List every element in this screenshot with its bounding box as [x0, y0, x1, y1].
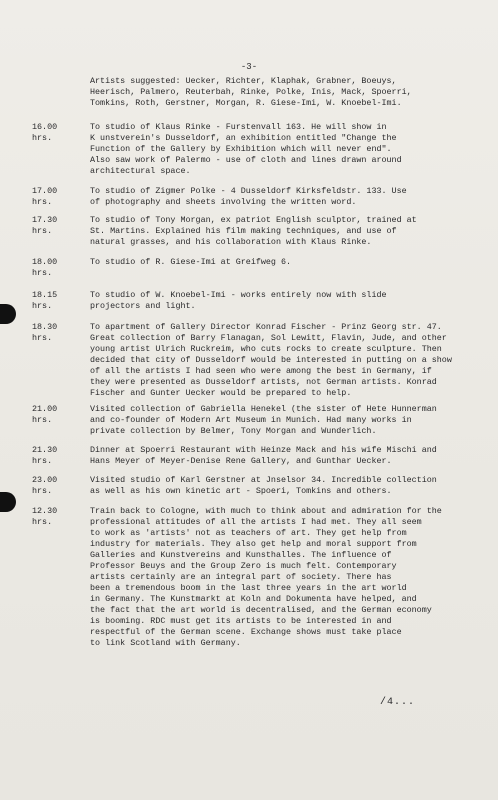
entry-text: To studio of Zigmer Polke - 4 Dusseldorf Kirksfeldstr. 133. Use of photography and sheets involving the written word.	[90, 186, 407, 207]
entry-time: 18.30 hrs.	[32, 322, 58, 343]
artists-suggested-paragraph: Artists suggested: Uecker, Richter, Klaphak, Grabner, Boeuys, Heerisch, Palmero, Reuterbah, Rinke, Polke, Inis, Mack, Spoerri, Tomkins, Roth, Gerstner, Morgan, R. Giese-Imi, W. Knoebel-Imi.	[90, 76, 412, 108]
entry-text: Dinner at Spoerri Restaurant with Heinze Mack and his wife Mischi and Hans Meyer of Meyer-Denise Rene Gallery, and Gunthar Uecker.	[90, 445, 437, 466]
entry-text: To studio of Tony Morgan, ex patriot English sculptor, trained at St. Martins. Explained his film making techniques, and use of natural grasses, and his collaboration with Klaus Rinke.	[90, 215, 417, 247]
entry-text: Train back to Cologne, with much to think about and admiration for the professional attitudes of all the artists I had met. They all seem to work as 'artists' not as teachers of art. They get help from industry for materials. They also get help and moral support from Galleries and Kunstvereins and Kunsthalles. The influence of Professor Beuys and the Group Zero is much felt. Contemporary artists certainly are an integral part of society. There has been a tremendous boom in the last three years in the art world in Germany. The Kunstmarkt at Koln and Dokumenta have helped, and the fact that the art world is decentralised, and the German economy is booming. RDC must get its artists to be interested in and respectful of the German scene. Exchange shows must take place to link Scotland with Germany.	[90, 506, 442, 648]
entry-time: 21.00 hrs.	[32, 404, 58, 425]
entry-time: 18.15 hrs.	[32, 290, 58, 311]
entry-time: 17.00 hrs.	[32, 186, 58, 207]
punch-hole	[0, 304, 16, 324]
entry-text: Visited studio of Karl Gerstner at Jnselsor 34. Incredible collection as well as his own kinetic art - Spoeri, Tomkins and others.	[90, 475, 437, 496]
entry-text: To studio of Klaus Rinke - Furstenvall 163. He will show in K unstverein's Dusseldorf, an exhibition entitled "Change the Function of the Gallery by Exhibition which will never end". Also saw work of Palermo - use of cloth and lines drawn around architectural space.	[90, 122, 402, 176]
entry-time: 18.00 hrs.	[32, 257, 58, 278]
entry-text: Visited collection of Gabriella Henekel (the sister of Hete Hunnerman and co-founder of Modern Art Museum in Munich. Had many works in private collection by Belmer, Tony Morgan and Wunderlich.	[90, 404, 437, 436]
punch-hole	[0, 492, 16, 512]
entry-text: To apartment of Gallery Director Konrad Fischer - Prinz Georg str. 47. Great collection of Barry Flanagan, Sol Lewitt, Flavin, Jude, and other young artist Ulrich Ruckreim, who cuts rocks to create sculpture. Then decided that city of Dusseldorf would be interested in putting on a show of all the artists I had seen who were among the best in Germany, if they were presented as Dusseldorf artists, not German artists. Konrad Fischer and Gunter Uecker would be prepared to help.	[90, 322, 452, 398]
entry-time: 17.30 hrs.	[32, 215, 58, 236]
entry-time: 21.30 hrs.	[32, 445, 58, 466]
entry-time: 23.00 hrs.	[32, 475, 58, 496]
entry-text: To studio of R. Giese-Imi at Greifweg 6.	[90, 257, 292, 267]
continuation-marker: /4...	[380, 697, 416, 708]
entry-time: 16.00 hrs.	[32, 122, 58, 143]
entry-time: 12.30 hrs.	[32, 506, 58, 527]
page-number: -3-	[240, 62, 258, 72]
entry-text: To studio of W. Knoebel-Imi - works entirely now with slide projectors and light.	[90, 290, 387, 311]
